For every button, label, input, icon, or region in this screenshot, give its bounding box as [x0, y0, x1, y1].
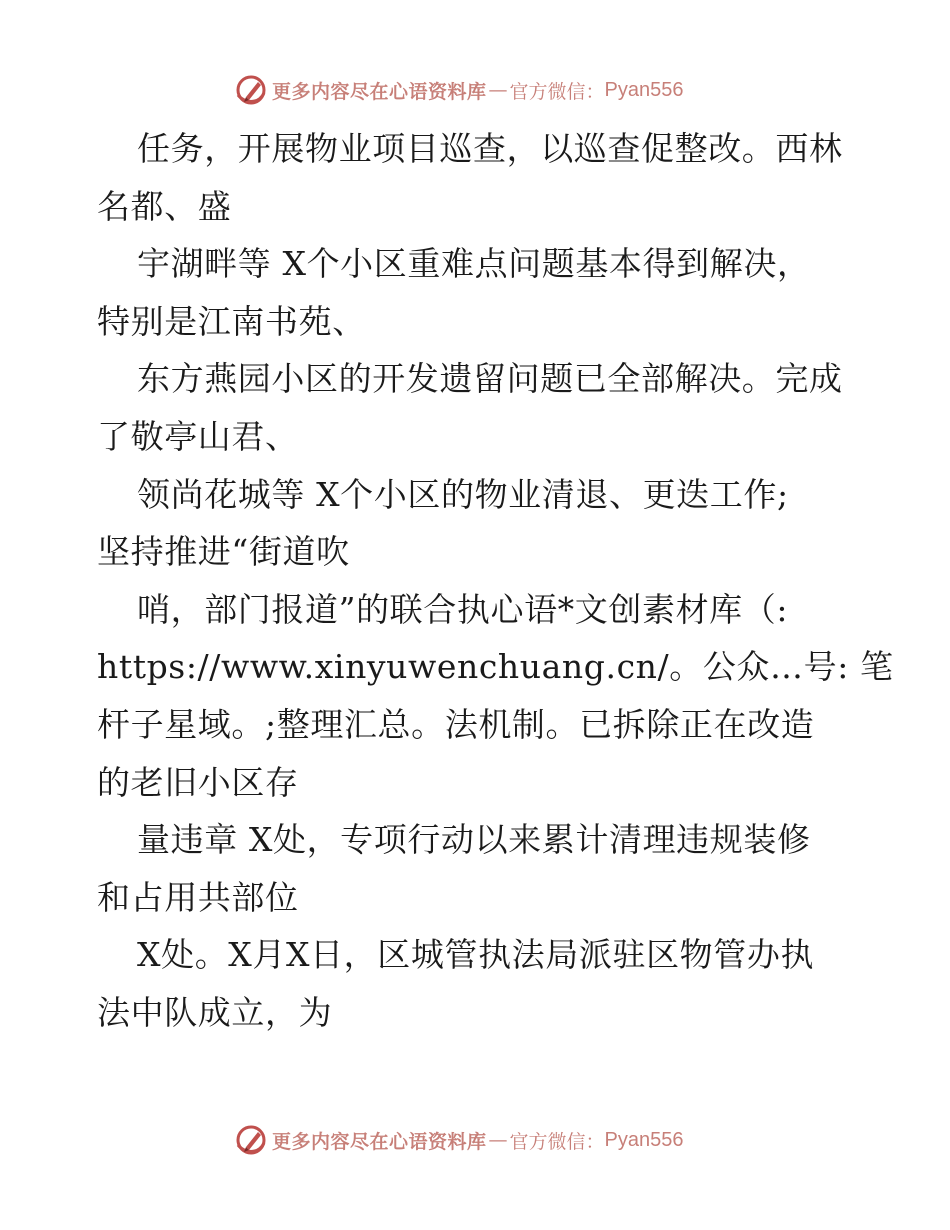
banner-separator: —: [488, 1129, 508, 1151]
wechat-id: Pyan556: [604, 78, 684, 101]
brand-text: 更多内容尽在心语资料库: [272, 80, 487, 103]
paragraph-line: 量违章 X处，专项行动以来累计清理违规装修: [137, 820, 811, 860]
footer-banner: [234, 1120, 684, 1160]
paragraph-line: 和占用共部位: [97, 877, 299, 917]
wechat-label: 官方微信：: [509, 1130, 605, 1153]
paragraph-line: 特别是江南书苑、: [97, 301, 366, 341]
brand-text: 更多内容尽在心语资料库: [272, 1130, 487, 1153]
paragraph-line: 哨，部门报道”的联合执心语*文创素材库（:: [137, 589, 789, 629]
paragraph-line: 的老旧小区存: [97, 762, 299, 802]
header-banner: [234, 70, 684, 110]
paragraph-line: 法中队成立，为: [97, 992, 333, 1032]
paragraph-line: 名都、盛: [97, 186, 232, 226]
paragraph-line: 东方燕园小区的开发遗留问题已全部解决。完成: [137, 359, 843, 399]
paragraph-line: 杆子星域。;整理汇总。法机制。已拆除正在改造: [97, 704, 815, 744]
pen-logo-icon: [234, 1123, 268, 1157]
banner-separator: —: [488, 79, 508, 101]
paragraph-line: 领尚花城等 X个小区的物业清退、更迭工作;: [137, 474, 789, 514]
paragraph-line: 宇湖畔等 X个小区重难点问题基本得到解决，: [137, 244, 811, 284]
paragraph-line: X处。X月X日，区城管执法局派驻区物管办执: [137, 935, 815, 975]
pen-logo-icon: [234, 73, 268, 107]
wechat-label: 官方微信：: [509, 80, 605, 103]
paragraph-line: 任务，开展物业项目巡查，以巡查促整改。西林: [137, 129, 843, 168]
paragraph-line: 坚持推进“街道吹: [97, 532, 350, 572]
wechat-id: Pyan556: [604, 1128, 684, 1151]
document-body: [97, 120, 894, 1042]
paragraph-line: 了敬亭山君、: [97, 416, 299, 456]
paragraph-line: https://www.xinyuwenchuang.cn/。公众…号: 笔: [97, 647, 894, 687]
